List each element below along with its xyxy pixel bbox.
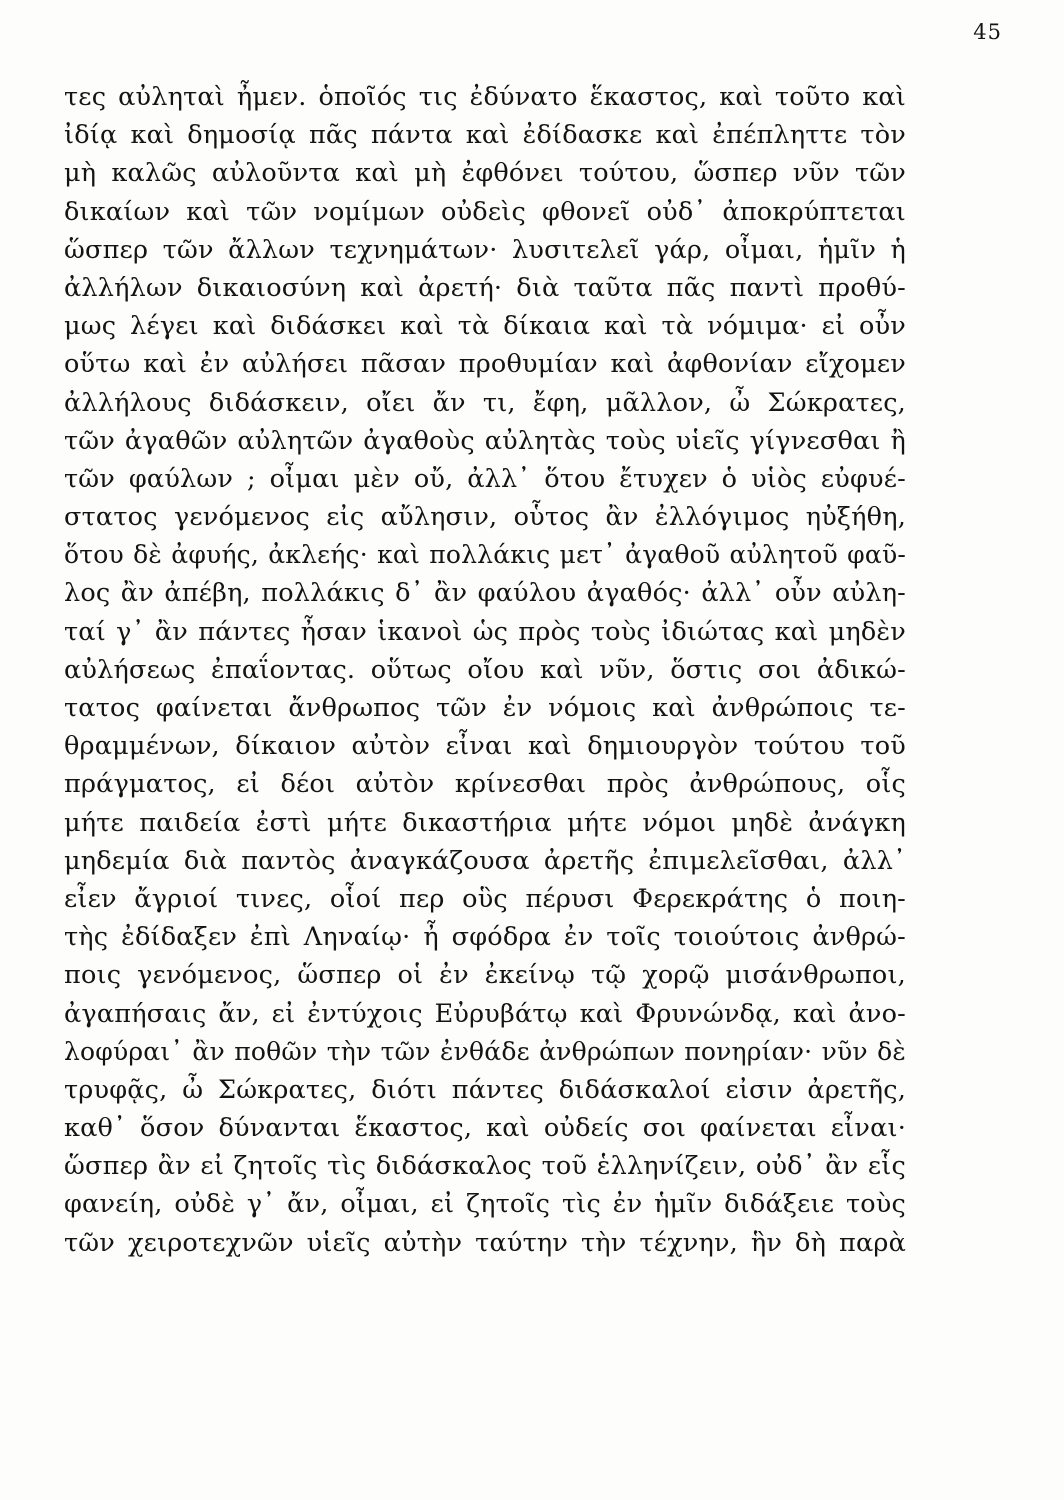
text-line-2: ἰδίᾳ καὶ δημοσίᾳ πᾶς πάντα καὶ ἐδίδασκε καὶ ἐπέπληττε τὸν [64,120,906,151]
text-line-23: τὴς ἐδίδαξεν ἐπὶ Ληναίῳ· ἦ σφόδρα ἐν τοῖς τοιούτοις ἀνθρώ- [64,922,906,953]
text-line-25: ἀγαπήσαις ἄν, εἰ ἐντύχοις Εὐρυβάτῳ καὶ Φρυνώνδᾳ, καὶ ἀνο- [64,998,906,1029]
text-line-3: μὴ καλῶς αὐλοῦντα καὶ μὴ ἐφθόνει τούτου, ὥσπερ νῦν τῶν [64,158,906,189]
text-line-8: οὕτω καὶ ἐν αὐλήσει πᾶσαν προθυμίαν καὶ ἀφθονίαν εἴχομεν [64,349,906,380]
text-line-24: ποις γενόμενος, ὥσπερ οἱ ἐν ἐκείνῳ τῷ χορῷ μισάνθρωποι, [64,960,906,991]
text-line-18: θραμμένων, δίκαιον αὐτὸν εἶναι καὶ δημιουργὸν τούτου τοῦ [64,731,906,762]
text-line-5: ὥσπερ τῶν ἄλλων τεχνημάτων· λυσιτελεῖ γάρ, οἶμαι, ἡμῖν ἡ [64,234,906,265]
text-line-26: λοφύραι᾽ ἂν ποθῶν τὴν τῶν ἐνθάδε ἀνθρώπων πονηρίαν· νῦν δὲ [64,1036,906,1066]
text-line-31: τῶν χειροτεχνῶν υἱεῖς αὐτὴν ταύτην τὴν τέχνην, ἣν δὴ παρὰ [64,1227,906,1258]
text-line-7: μως λέγει καὶ διδάσκει καὶ τὰ δίκαια καὶ τὰ νόμιμα· εἰ οὖν [64,311,906,342]
text-line-22: εἶεν ἄγριοί τινες, οἷοί περ οὓς πέρυσι Φερεκράτης ὁ ποιη- [64,883,906,914]
greek-text-block [64,78,906,1262]
text-line-30: φανείη, οὐδὲ γ᾽ ἄν, οἶμαι, εἰ ζητοῖς τὶς ἐν ἡμῖν διδάξειε τοὺς [64,1189,906,1220]
text-line-11: τῶν φαύλων ; οἶμαι μὲν οὔ, ἀλλ᾽ ὅτου ἔτυχεν ὁ υἱὸς εὐφυέ- [64,463,906,494]
text-line-21: μηδεμία διὰ παντὸς ἀναγκάζουσα ἀρετῆς ἐπιμελεῖσθαι, ἀλλ᾽ [64,845,906,876]
text-line-15: ταί γ᾽ ἂν πάντες ἦσαν ἱκανοὶ ὡς πρὸς τοὺς ἰδιώτας καὶ μηδὲν [64,616,906,647]
text-line-12: στατος γενόμενος εἰς αὔλησιν, οὗτος ἂν ἐλλόγιμος ηὐξήθη, [64,502,906,533]
text-line-17: τατος φαίνεται ἄνθρωπος τῶν ἐν νόμοις καὶ ἀνθρώποις τε- [64,693,906,723]
text-line-28: καθ᾽ ὅσον δύνανται ἕκαστος, καὶ οὐδείς σοι φαίνεται εἶναι· [64,1113,906,1144]
text-line-29: ὥσπερ ἂν εἰ ζητοῖς τὶς διδάσκαλος τοῦ ἑλληνίζειν, οὐδ᾽ ἂν εἷς [64,1151,906,1182]
text-line-13: ὅτου δὲ ἀφυής, ἀκλεής· καὶ πολλάκις μετ᾽ ἀγαθοῦ αὐλητοῦ φαῦ- [64,540,906,570]
text-line-27: τρυφᾷς, ὦ Σώκρατες, διότι πάντες διδάσκαλοί εἰσιν ἀρετῆς, [64,1074,906,1105]
text-line-14: λος ἂν ἀπέβη, πολλάκις δ᾽ ἂν φαύλου ἀγαθός· ἀλλ᾽ οὖν αὐλη- [64,578,906,609]
text-line-6: ἀλλήλων δικαιοσύνη καὶ ἀρετή· διὰ ταῦτα πᾶς παντὶ προθύ- [64,272,906,303]
text-line-20: μήτε παιδεία ἐστὶ μήτε δικαστήρια μήτε νόμοι μηδὲ ἀνάγκη [64,807,906,838]
text-line-4: δικαίων καὶ τῶν νομίμων οὐδεὶς φθονεῖ οὐδ᾽ ἀποκρύπτεται [64,196,906,227]
text-line-16: αὐλήσεως ἐπαΐοντας. οὕτως οἴου καὶ νῦν, ὅστις σοι ἀδικώ- [64,654,906,685]
page-number: 45 [973,20,1002,44]
text-line-10: τῶν ἀγαθῶν αὐλητῶν ἀγαθοὺς αὐλητὰς τοὺς υἱεῖς γίγνεσθαι ἢ [64,425,906,456]
text-line-1: τες αὐληταὶ ἦμεν. ὁποῖός τις ἐδύνατο ἕκαστος, καὶ τοῦτο καὶ [64,82,906,112]
text-line-19: πράγματος, εἰ δέοι αὐτὸν κρίνεσθαι πρὸς ἀνθρώπους, οἷς [64,769,906,800]
text-line-9: ἀλλήλους διδάσκειν, οἴει ἄν τι, ἔφη, μᾶλλον, ὦ Σώκρατες, [64,387,906,418]
